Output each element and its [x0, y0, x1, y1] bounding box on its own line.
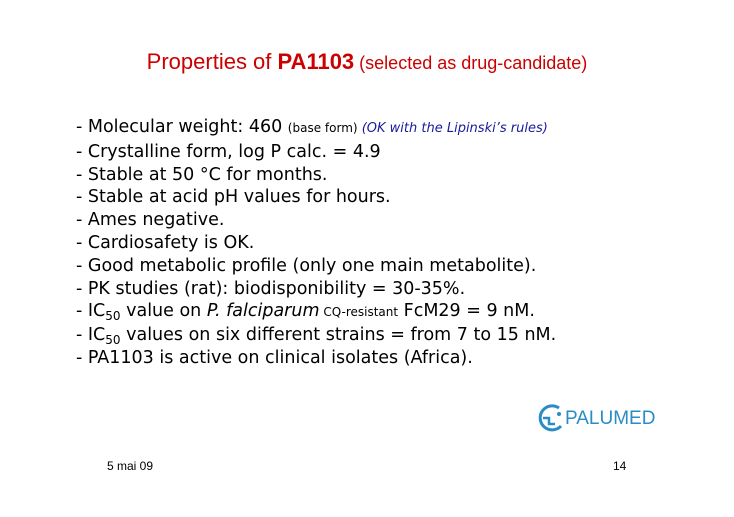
bullet-stable-temperature: - Stable at 50 °C for months. — [76, 164, 328, 185]
palumed-logo-icon — [537, 402, 567, 436]
ic50-a-subscript: 50 — [105, 309, 121, 324]
bullet-stable-acid: - Stable at acid pH values for hours. — [76, 187, 391, 208]
bullet-cardiosafety: - Cardiosafety is OK. — [76, 232, 255, 253]
title-prefix: Properties of — [146, 49, 278, 74]
mw-lipinski-note: (OK with the Lipinski’s rules) — [357, 121, 548, 136]
palumed-logo — [537, 402, 657, 436]
ic50-a-species: P. falciparum — [206, 301, 320, 322]
slide-title — [0, 49, 734, 75]
title-compound: PA1103 — [277, 49, 355, 74]
footer-date: 5 mai 09 — [107, 459, 154, 473]
bullet-ic50-falciparum — [76, 300, 716, 324]
bullet-ames: - Ames negative. — [76, 210, 225, 231]
bullet-crystalline: - Crystalline form, log P calc. = 4.9 — [76, 141, 381, 162]
title-suffix: (selected as drug-candidate) — [354, 53, 588, 73]
ic50-a-end: FcM29 = 9 nM. — [398, 301, 535, 322]
bullet-list — [76, 116, 716, 370]
bullet-molecular-weight — [76, 116, 716, 141]
footer-page-number: 14 — [613, 459, 627, 473]
ic50-b-prefix: - IC — [76, 325, 106, 346]
ic50-b-subscript: 50 — [105, 333, 121, 348]
palumed-logo-text: PALUMED — [565, 408, 656, 429]
mw-main: - Molecular weight: 460 — [76, 117, 288, 137]
bullet-pk: - PK studies (rat): biodisponibility = 30-35%. — [76, 278, 466, 299]
ic50-a-mid: value on — [120, 301, 207, 322]
ic50-a-cq-resistant: CQ-resistant — [319, 305, 399, 320]
bullet-ic50-strains — [76, 324, 716, 347]
mw-base-form: (base form) — [287, 121, 358, 135]
bullet-clinical-isolates: - PA1103 is active on clinical isolates (Africa). — [76, 347, 473, 368]
ic50-a-prefix: - IC — [76, 301, 106, 322]
ic50-b-end: values on six different strains = from 7 to 15 nM. — [120, 325, 557, 346]
bullet-metabolic: - Good metabolic profile (only one main metabolite). — [76, 255, 537, 276]
